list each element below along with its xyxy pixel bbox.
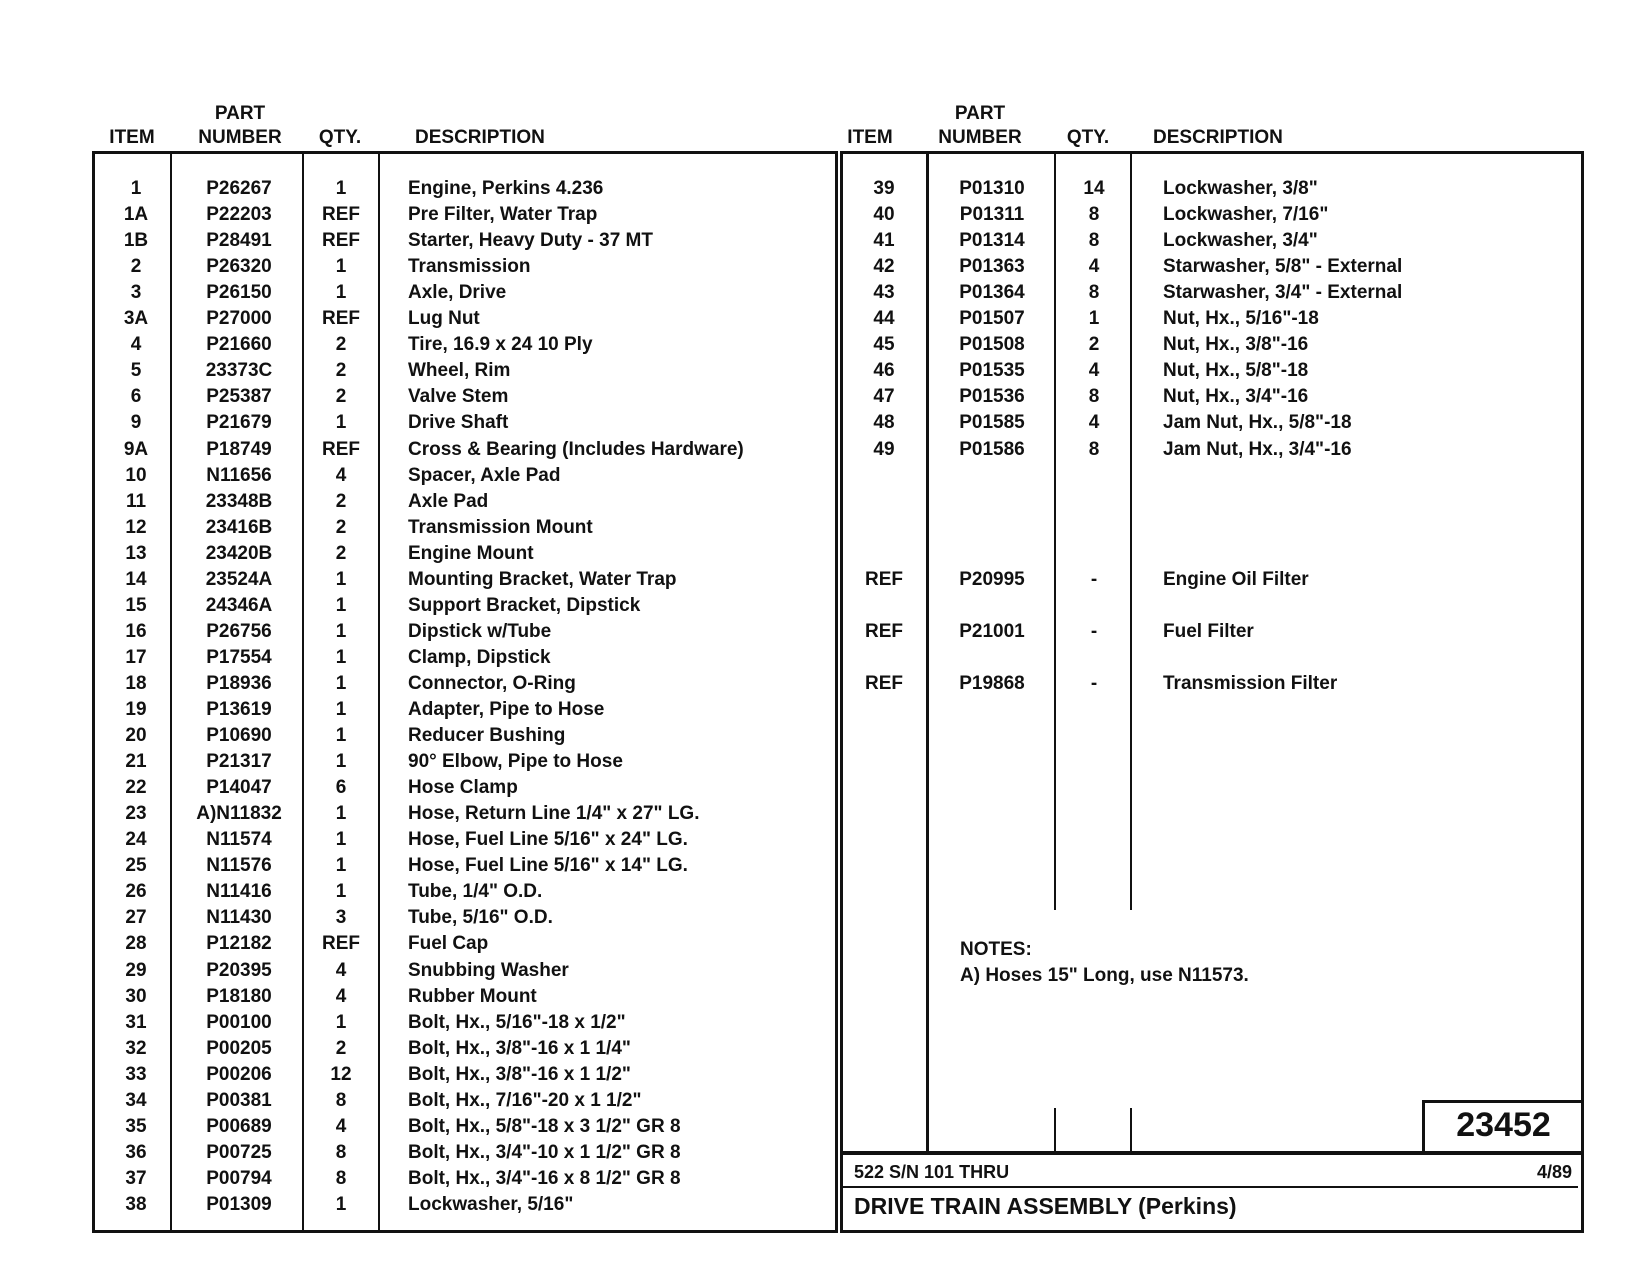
description: Support Bracket, Dipstick bbox=[408, 594, 641, 616]
item-number: 10 bbox=[125, 464, 147, 486]
item-number: 15 bbox=[125, 594, 147, 616]
item-number: 36 bbox=[125, 1141, 147, 1163]
serial-info: 522 S/N 101 THRU bbox=[854, 1162, 1010, 1182]
item-number: 28 bbox=[125, 933, 147, 955]
description: Nut, Hx., 3/8"-16 bbox=[1163, 334, 1309, 356]
header-part-line2: NUMBER bbox=[938, 127, 1022, 148]
quantity: - bbox=[1090, 672, 1098, 694]
quantity: 3 bbox=[335, 907, 347, 929]
part-number: P00381 bbox=[206, 1089, 272, 1111]
item-number: 46 bbox=[873, 360, 895, 382]
part-number: 23524A bbox=[205, 568, 273, 590]
part-number: 23416B bbox=[205, 516, 273, 538]
quantity: 4 bbox=[335, 464, 347, 486]
description: Clamp, Dipstick bbox=[408, 646, 551, 668]
item-number: 1A bbox=[123, 204, 149, 226]
description: Spacer, Axle Pad bbox=[408, 464, 561, 486]
quantity: 1 bbox=[335, 829, 347, 851]
description: Connector, O-Ring bbox=[408, 672, 576, 694]
header-part-line1: PART bbox=[214, 103, 266, 124]
item-number: 24 bbox=[125, 829, 147, 851]
part-number: P00100 bbox=[206, 1011, 272, 1033]
header-part-line2: NUMBER bbox=[198, 127, 282, 148]
description: Bolt, Hx., 3/4"-16 x 8 1/2" GR 8 bbox=[408, 1167, 681, 1189]
item-number: 13 bbox=[125, 542, 147, 564]
description: Hose, Fuel Line 5/16" x 14" LG. bbox=[408, 855, 688, 877]
part-number: P01311 bbox=[959, 204, 1025, 226]
quantity: 1 bbox=[335, 1011, 347, 1033]
title-block-top-line bbox=[842, 1151, 1584, 1155]
quantity: 1 bbox=[335, 594, 347, 616]
description: Jam Nut, Hx., 5/8"-18 bbox=[1163, 412, 1352, 434]
quantity: 4 bbox=[335, 985, 347, 1007]
quantity: REF bbox=[322, 438, 360, 460]
part-number: N11430 bbox=[206, 907, 272, 929]
description: Fuel Filter bbox=[1163, 620, 1254, 642]
notes bbox=[960, 937, 1249, 989]
quantity: 8 bbox=[335, 1167, 347, 1189]
quantity: REF bbox=[322, 308, 360, 330]
description: Starwasher, 5/8" - External bbox=[1163, 256, 1403, 278]
quantity: REF bbox=[322, 204, 360, 226]
description: Starwasher, 3/4" - External bbox=[1163, 282, 1403, 304]
description: Tube, 5/16" O.D. bbox=[408, 907, 553, 929]
part-number: N11574 bbox=[206, 829, 272, 851]
quantity: 8 bbox=[1088, 230, 1100, 252]
part-number: P01363 bbox=[959, 256, 1025, 278]
description: Mounting Bracket, Water Trap bbox=[408, 568, 677, 590]
description: Jam Nut, Hx., 3/4"-16 bbox=[1163, 438, 1352, 460]
item-number: 21 bbox=[125, 751, 147, 773]
part-number: A)N11832 bbox=[196, 803, 282, 825]
quantity: 8 bbox=[1088, 282, 1100, 304]
part-number: P19868 bbox=[959, 672, 1025, 694]
description: Lockwasher, 3/8" bbox=[1163, 178, 1318, 199]
item-number: 1B bbox=[123, 230, 149, 252]
description: Nut, Hx., 3/4"-16 bbox=[1163, 386, 1309, 408]
quantity: 1 bbox=[335, 256, 347, 278]
part-number: P01585 bbox=[959, 412, 1025, 434]
item-number: 23 bbox=[125, 803, 147, 825]
part-number: P00725 bbox=[206, 1141, 272, 1163]
quantity: 2 bbox=[335, 516, 347, 538]
part-number: P01586 bbox=[959, 438, 1025, 460]
quantity: 2 bbox=[1088, 334, 1100, 356]
quantity: 8 bbox=[1088, 204, 1100, 226]
header-part-line1: PART bbox=[954, 103, 1006, 124]
part-number: N11416 bbox=[206, 881, 272, 903]
part-number: P01310 bbox=[959, 178, 1025, 199]
description: Valve Stem bbox=[408, 386, 509, 408]
description: Bolt, Hx., 3/8"-16 x 1 1/4" bbox=[408, 1037, 631, 1059]
item-number: 44 bbox=[873, 308, 895, 330]
part-number: 24346A bbox=[205, 594, 273, 616]
item-number: 38 bbox=[125, 1193, 147, 1215]
drawing-number: 23452 bbox=[1456, 1106, 1551, 1144]
item-number: 33 bbox=[125, 1063, 147, 1085]
right-divider-part-upper bbox=[1054, 152, 1056, 910]
description: Starter, Heavy Duty - 37 MT bbox=[408, 230, 653, 252]
item-number: REF bbox=[865, 672, 903, 694]
item-number: 37 bbox=[125, 1167, 147, 1189]
part-number: P26267 bbox=[206, 178, 272, 199]
quantity: 2 bbox=[335, 542, 347, 564]
item-number: 9 bbox=[130, 412, 142, 434]
part-number: P13619 bbox=[206, 699, 272, 720]
quantity: 1 bbox=[335, 699, 347, 720]
quantity: 2 bbox=[335, 360, 347, 382]
quantity: 1 bbox=[335, 568, 347, 590]
description: Lockwasher, 7/16" bbox=[1163, 204, 1329, 226]
part-number: P12182 bbox=[206, 933, 272, 955]
description: Bolt, Hx., 5/8"-18 x 3 1/2" GR 8 bbox=[408, 1115, 681, 1137]
quantity: 1 bbox=[335, 412, 347, 434]
description: Lug Nut bbox=[408, 308, 480, 330]
item-number: 43 bbox=[873, 282, 895, 304]
header-part-right bbox=[920, 102, 1040, 150]
part-number: P21317 bbox=[206, 751, 272, 773]
item-number: 2 bbox=[130, 256, 142, 278]
quantity: 1 bbox=[335, 620, 347, 642]
item-number: 31 bbox=[125, 1011, 147, 1033]
quantity: 1 bbox=[335, 646, 347, 668]
part-number: P21660 bbox=[206, 334, 272, 356]
part-number: P00794 bbox=[206, 1167, 272, 1189]
part-number: P27000 bbox=[206, 308, 272, 330]
description: Tube, 1/4" O.D. bbox=[408, 881, 543, 903]
header-part-left bbox=[180, 102, 300, 150]
description: Engine Mount bbox=[408, 542, 534, 564]
header-description-right: DESCRIPTION bbox=[1153, 127, 1283, 148]
item-number: 9A bbox=[123, 438, 149, 460]
quantity: 1 bbox=[1088, 308, 1100, 330]
quantity: 1 bbox=[335, 1193, 347, 1215]
description: Hose, Fuel Line 5/16" x 24" LG. bbox=[408, 829, 688, 851]
part-number: P01536 bbox=[959, 386, 1025, 408]
item-number: 20 bbox=[125, 725, 147, 747]
notes-title: NOTES: bbox=[960, 939, 1032, 960]
item-number: 34 bbox=[125, 1089, 147, 1111]
quantity: 8 bbox=[335, 1089, 347, 1111]
item-number: 19 bbox=[125, 699, 147, 720]
quantity: 2 bbox=[335, 490, 347, 512]
quantity: 1 bbox=[335, 881, 347, 903]
description: Transmission Filter bbox=[1163, 672, 1338, 694]
part-number: P21001 bbox=[959, 620, 1025, 642]
right-divider-qty-upper bbox=[1130, 152, 1132, 910]
description: Fuel Cap bbox=[408, 933, 489, 955]
part-number: P28491 bbox=[206, 230, 272, 252]
quantity: - bbox=[1090, 620, 1098, 642]
part-number: 23420B bbox=[205, 542, 273, 564]
quantity: 1 bbox=[335, 751, 347, 773]
part-number: P18180 bbox=[206, 985, 272, 1007]
right-divider-qty-lower bbox=[1130, 1108, 1132, 1152]
header-item-right: ITEM bbox=[847, 127, 893, 148]
item-number: 25 bbox=[125, 855, 147, 877]
part-number: P00205 bbox=[206, 1037, 272, 1059]
quantity: 2 bbox=[335, 386, 347, 408]
part-number: P20995 bbox=[959, 568, 1025, 590]
part-number: 23373C bbox=[205, 360, 273, 382]
quantity: REF bbox=[322, 933, 360, 955]
description: Tire, 16.9 x 24 10 Ply bbox=[408, 334, 593, 356]
title-block-mid-line bbox=[842, 1186, 1578, 1188]
description: Axle, Drive bbox=[408, 282, 507, 304]
item-number: 12 bbox=[125, 516, 147, 538]
quantity: 2 bbox=[335, 1037, 347, 1059]
item-number: REF bbox=[865, 620, 903, 642]
left-divider-qty bbox=[378, 152, 380, 1232]
item-number: 29 bbox=[125, 959, 147, 981]
part-number: P01507 bbox=[959, 308, 1025, 330]
description: Bolt, Hx., 5/16"-18 x 1/2" bbox=[408, 1011, 626, 1033]
part-number: P01309 bbox=[206, 1193, 272, 1215]
header-description-left: DESCRIPTION bbox=[415, 127, 545, 148]
left-divider-part bbox=[302, 152, 304, 1232]
part-number: P18936 bbox=[206, 672, 272, 694]
item-number: 5 bbox=[130, 360, 142, 382]
item-number: 30 bbox=[125, 985, 147, 1007]
item-number: 27 bbox=[125, 907, 147, 929]
item-number: 32 bbox=[125, 1037, 147, 1059]
description: Lockwasher, 3/4" bbox=[1163, 230, 1318, 252]
right-divider-part-lower bbox=[1054, 1108, 1056, 1152]
description: Hose Clamp bbox=[408, 777, 518, 799]
right-divider-item bbox=[926, 152, 929, 1152]
quantity: 8 bbox=[335, 1141, 347, 1163]
description: Transmission bbox=[408, 256, 531, 278]
part-number: P26756 bbox=[206, 620, 272, 642]
quantity: 1 bbox=[335, 725, 347, 747]
revision-date: 4/89 bbox=[1536, 1162, 1572, 1182]
part-number: P17554 bbox=[206, 646, 272, 668]
part-number: N11656 bbox=[206, 464, 272, 486]
part-number: P21679 bbox=[206, 412, 272, 434]
part-number: P26320 bbox=[206, 256, 272, 278]
part-number: P01364 bbox=[959, 282, 1025, 304]
item-number: REF bbox=[865, 568, 903, 590]
quantity: 8 bbox=[1088, 438, 1100, 460]
item-number: 1 bbox=[130, 178, 142, 199]
item-number: 17 bbox=[125, 646, 147, 668]
item-number: 35 bbox=[125, 1115, 147, 1137]
description: Axle Pad bbox=[408, 490, 489, 512]
part-number: P26150 bbox=[206, 282, 272, 304]
item-number: 22 bbox=[125, 777, 147, 799]
part-number: P20395 bbox=[206, 959, 272, 981]
item-number: 14 bbox=[125, 568, 147, 590]
description: Pre Filter, Water Trap bbox=[408, 204, 598, 226]
description: Nut, Hx., 5/8"-18 bbox=[1163, 360, 1309, 382]
part-number: P00689 bbox=[206, 1115, 272, 1137]
description: Nut, Hx., 5/16"-18 bbox=[1163, 308, 1319, 330]
item-number: 45 bbox=[873, 334, 895, 356]
item-number: 4 bbox=[130, 334, 142, 356]
quantity: 1 bbox=[335, 855, 347, 877]
item-number: 16 bbox=[125, 620, 147, 642]
part-number: P18749 bbox=[206, 438, 272, 460]
description: Dipstick w/Tube bbox=[408, 620, 552, 642]
part-number: N11576 bbox=[206, 855, 272, 877]
item-number: 11 bbox=[125, 490, 147, 512]
quantity: 1 bbox=[335, 178, 347, 199]
description: Bolt, Hx., 7/16"-20 x 1 1/2" bbox=[408, 1089, 642, 1111]
description: Reducer Bushing bbox=[408, 725, 566, 747]
description: Adapter, Pipe to Hose bbox=[408, 699, 605, 720]
quantity: 1 bbox=[335, 282, 347, 304]
item-number: 48 bbox=[873, 412, 895, 434]
description: Drive Shaft bbox=[408, 412, 509, 434]
description: Engine, Perkins 4.236 bbox=[408, 178, 604, 199]
quantity: 1 bbox=[335, 672, 347, 694]
quantity: 6 bbox=[335, 777, 347, 799]
item-number: 47 bbox=[873, 386, 895, 408]
item-number: 40 bbox=[873, 204, 895, 226]
quantity: 4 bbox=[335, 1115, 347, 1137]
part-number: P01314 bbox=[959, 230, 1025, 252]
description: Hose, Return Line 1/4" x 27" LG. bbox=[408, 803, 700, 825]
item-number: 26 bbox=[125, 881, 147, 903]
description: Bolt, Hx., 3/8"-16 x 1 1/2" bbox=[408, 1063, 631, 1085]
description: Wheel, Rim bbox=[408, 360, 511, 382]
description: Rubber Mount bbox=[408, 985, 537, 1007]
item-number: 49 bbox=[873, 438, 895, 460]
quantity: 12 bbox=[330, 1063, 352, 1085]
note-a: A) Hoses 15" Long, use N11573. bbox=[960, 965, 1249, 986]
item-number: 41 bbox=[873, 230, 895, 252]
item-number: 6 bbox=[130, 386, 142, 408]
part-number: P25387 bbox=[206, 386, 272, 408]
quantity: 4 bbox=[1088, 360, 1100, 382]
header-qty-right: QTY. bbox=[1066, 127, 1110, 148]
quantity: 4 bbox=[1088, 412, 1100, 434]
description: Transmission Mount bbox=[408, 516, 593, 538]
quantity: REF bbox=[322, 230, 360, 252]
quantity: 8 bbox=[1088, 386, 1100, 408]
description: Snubbing Washer bbox=[408, 959, 569, 981]
header-item-left: ITEM bbox=[109, 127, 155, 148]
part-number: P22203 bbox=[206, 204, 272, 226]
quantity: 4 bbox=[335, 959, 347, 981]
quantity: - bbox=[1090, 568, 1098, 590]
part-number: P00206 bbox=[206, 1063, 272, 1085]
part-number: P01508 bbox=[959, 334, 1025, 356]
part-number: P01535 bbox=[959, 360, 1025, 382]
item-number: 3 bbox=[130, 282, 142, 304]
item-number: 3A bbox=[123, 308, 149, 330]
description: Cross & Bearing (Includes Hardware) bbox=[408, 438, 744, 460]
assembly-title: DRIVE TRAIN ASSEMBLY (Perkins) bbox=[854, 1193, 1237, 1219]
quantity: 14 bbox=[1083, 178, 1105, 199]
description: Engine Oil Filter bbox=[1163, 568, 1309, 590]
part-number: 23348B bbox=[205, 490, 273, 512]
item-number: 18 bbox=[125, 672, 147, 694]
description: Lockwasher, 5/16" bbox=[408, 1193, 574, 1215]
description: 90° Elbow, Pipe to Hose bbox=[408, 751, 623, 773]
description: Bolt, Hx., 3/4"-10 x 1 1/2" GR 8 bbox=[408, 1141, 681, 1163]
part-number: P10690 bbox=[206, 725, 272, 747]
quantity: 1 bbox=[335, 803, 347, 825]
header-qty-left: QTY. bbox=[318, 127, 362, 148]
item-number: 39 bbox=[873, 178, 895, 199]
quantity: 2 bbox=[335, 334, 347, 356]
quantity: 4 bbox=[1088, 256, 1100, 278]
item-number: 42 bbox=[873, 256, 895, 278]
part-number: P14047 bbox=[206, 777, 272, 799]
